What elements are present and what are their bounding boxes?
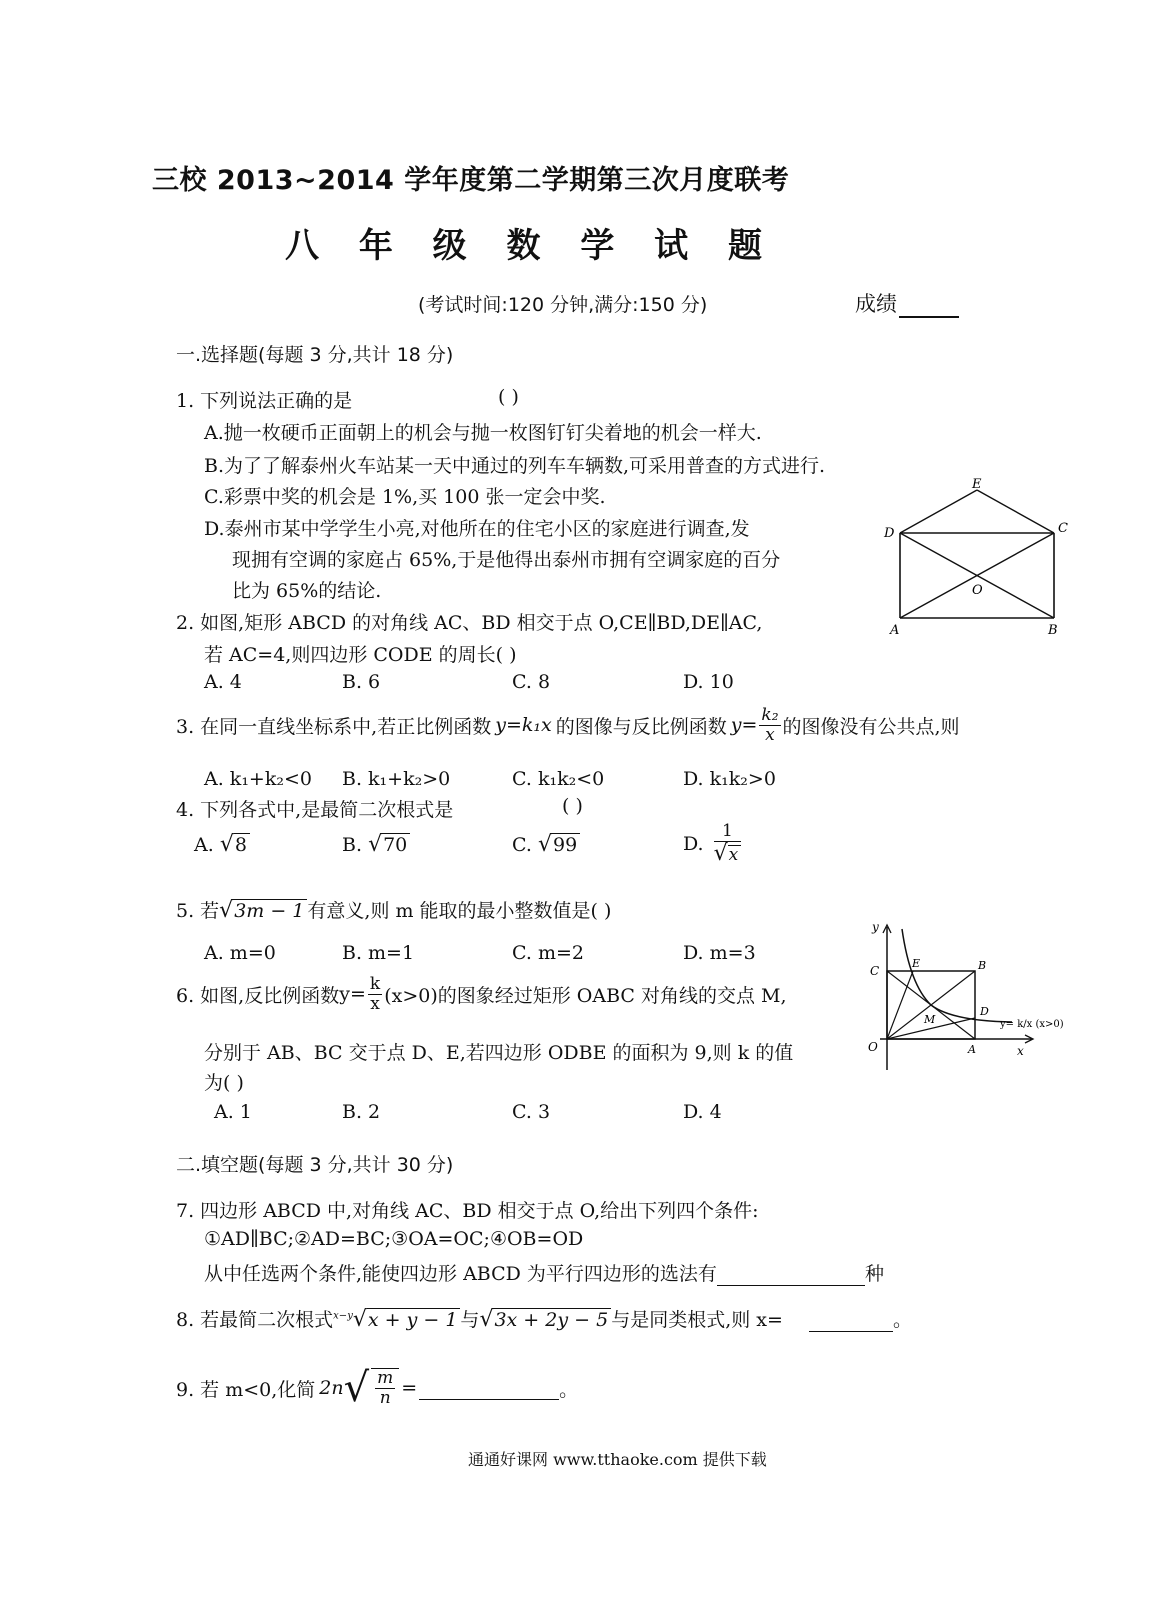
score-blank <box>899 292 959 318</box>
q6-option-b: B. 2 <box>342 1101 381 1123</box>
fig2-label-o: O <box>868 1040 878 1054</box>
q9-end: 。 <box>559 1378 579 1401</box>
q8-mid: 与 <box>460 1309 480 1331</box>
q6-option-c: C. 3 <box>512 1101 551 1123</box>
fig2-label-e: E <box>912 957 921 970</box>
q1-option-c: C.彩票中奖的机会是 1%,买 100 张一定会中奖. <box>204 486 606 508</box>
q7-line3-end: 种 <box>864 1263 884 1285</box>
fig2-label-m: M <box>924 1013 936 1026</box>
q4-option-b: B. √70 <box>342 832 410 857</box>
q6-fraction-denominator: x <box>370 993 380 1014</box>
q6-function-fraction <box>368 975 382 1013</box>
fig2-curve-label: y= k/x (x>0) <box>1000 1019 1064 1030</box>
fig1-label-e: E <box>972 477 982 492</box>
q6-post: (x>0)的图象经过矩形 OABC 对角线的交点 M, <box>384 984 787 1007</box>
q1-bracket: ( ) <box>498 386 519 408</box>
q1-option-d-line2: 现拥有空调的家庭占 65%,于是他得出泰州市拥有空调家庭的百分 <box>232 549 781 571</box>
q1-option-b: B.为了了解泰州火车站某一天中通过的列车车辆数,可采用普查的方式进行. <box>204 455 826 477</box>
q3-mid: 的图像与反比例函数 <box>555 715 727 738</box>
q4-option-b-radicand: 70 <box>382 833 410 856</box>
q7-line2: ①AD∥BC;②AD=BC;③OA=OC;④OB=OD <box>204 1228 584 1250</box>
fig2-label-y: y <box>872 920 879 934</box>
fig2-label-a: A <box>968 1043 976 1056</box>
section-2-heading: 二.填空题(每题 3 分,共计 30 分) <box>176 1154 454 1176</box>
q4-bracket: ( ) <box>562 795 583 817</box>
q2-option-d: D. 10 <box>683 671 734 693</box>
q9-numerator: m <box>377 1368 394 1389</box>
q7-line3-text: 从中任选两个条件,能使四边形 ABCD 为平行四边形的选法有 <box>204 1263 717 1285</box>
q6-option-a: A. 1 <box>214 1101 252 1123</box>
q4-option-d <box>683 822 743 866</box>
q7-line1: 7. 四边形 ABCD 中,对角线 AC、BD 相交于点 O,给出下列四个条件: <box>176 1200 759 1222</box>
figure-rectangle-abcd <box>880 472 1080 642</box>
score-field <box>855 288 959 318</box>
q6-pre: 6. 如图,反比例函数 <box>176 984 340 1007</box>
q3-inverse-lhs: y= <box>730 714 758 737</box>
q7-answer-blank <box>717 1263 865 1286</box>
q8-post: 与是同类根式,则 x= <box>611 1309 783 1331</box>
q2-line2: 若 AC=4,则四边形 CODE 的周长( ) <box>204 644 517 666</box>
q4-option-a-radicand: 8 <box>234 833 250 856</box>
fig1-label-o: O <box>972 583 983 598</box>
q3-fraction-denominator: x <box>765 724 775 745</box>
q9-coefficient: 2n <box>319 1377 344 1399</box>
q1-option-d-line1: D.泰州市某中学学生小亮,对他所在的住宅小区的家庭进行调查,发 <box>204 518 750 540</box>
q3-option-a: A. k₁+k₂<0 <box>204 768 312 790</box>
q4-option-a: A. √8 <box>194 832 250 857</box>
q5-post: 有意义,则 m 能取的最小整数值是( ) <box>307 900 612 922</box>
q4-option-a-label: A. <box>194 834 214 856</box>
fig1-label-b: B <box>1048 623 1058 638</box>
q8-stem: 8. 若最简二次根式$^{x-y}$√x + y − 1 与√3x + 2y − 5 与是同类根式,则 x= 。 <box>176 1307 912 1332</box>
q5-option-a: A. m=0 <box>204 942 276 964</box>
q8-pre: 8. 若最简二次根式 <box>176 1309 334 1331</box>
q3-stem <box>176 706 960 744</box>
fig1-label-a: A <box>890 623 900 638</box>
q3-option-c: C. k₁k₂<0 <box>512 768 605 790</box>
q4-option-c-radicand: 99 <box>552 833 580 856</box>
q9-stem: 9. 若 m<0,化简 2n √ $\frac{m}{n}$ = 。 <box>176 1365 579 1411</box>
q4-option-d-radicand: x <box>728 845 742 865</box>
score-label: 成绩 <box>855 292 897 316</box>
q4-option-d-fraction: $\frac{1}{√x}$ <box>714 822 742 866</box>
q8-root-index: x−y <box>333 1310 353 1322</box>
q2-option-c: C. 8 <box>512 671 551 693</box>
q3-fraction-numerator: k₂ <box>761 705 779 725</box>
exam-info: (考试时间:120 分钟,满分:150 分) <box>418 294 708 316</box>
q2-line1: 2. 如图,矩形 ABCD 的对角线 AC、BD 相交于点 O,CE∥BD,DE∥AC, <box>176 612 763 634</box>
section-1-heading: 一.选择题(每题 3 分,共计 18 分) <box>176 344 454 366</box>
q9-equals: = <box>401 1377 418 1399</box>
q9-answer-blank <box>419 1377 559 1400</box>
q3-post: 的图像没有公共点,则 <box>782 715 960 738</box>
q2-option-a: A. 4 <box>204 671 242 693</box>
fig2-label-b: B <box>978 959 987 972</box>
exam-title: 三校 2013~2014 学年度第二学期第三次月度联考 <box>152 165 790 196</box>
q6-option-d: D. 4 <box>683 1101 722 1123</box>
fig1-label-c: C <box>1058 521 1068 536</box>
q6-line1 <box>176 975 787 1013</box>
q5-stem: 5. 若√3m − 1 有意义,则 m 能取的最小整数值是( ) <box>176 898 612 923</box>
q6-function-lhs: y= <box>339 983 366 1006</box>
q5-pre: 5. 若 <box>176 900 220 922</box>
q1-stem: 1. 下列说法正确的是 <box>176 390 353 412</box>
q5-option-d: D. m=3 <box>683 942 756 964</box>
q5-radicand: 3m − 1 <box>233 899 307 922</box>
q6-line2: 分别于 AB、BC 交于点 D、E,若四边形 ODBE 的面积为 9,则 k 的值 <box>204 1042 794 1064</box>
figure-hyperbola-rectangle <box>862 915 1082 1075</box>
fig1-label-d: D <box>884 526 895 541</box>
q6-fraction-numerator: k <box>369 974 381 994</box>
q3-option-d: D. k₁k₂>0 <box>683 768 776 790</box>
q4-stem: 4. 下列各式中,是最简二次根式是 <box>176 799 454 821</box>
exam-subtitle: 八 年 级 数 学 试 题 <box>285 226 777 266</box>
q3-direct-function: y=k₁x <box>495 714 552 737</box>
q2-option-b: B. 6 <box>342 671 381 693</box>
q1-option-d-line3: 比为 65%的结论. <box>232 580 382 602</box>
q7-line3 <box>204 1259 884 1286</box>
fig2-label-d: D <box>980 1005 989 1018</box>
q3-option-b: B. k₁+k₂>0 <box>342 768 451 790</box>
q8-answer-blank <box>809 1309 893 1332</box>
q4-option-c-label: C. <box>512 834 532 856</box>
q8-radicand-2: 3x + 2y − 5 <box>493 1308 611 1331</box>
q8-radicand-1: x + y − 1 <box>367 1308 461 1331</box>
q5-option-b: B. m=1 <box>342 942 415 964</box>
q9-fraction <box>371 1368 399 1407</box>
q3-pre: 3. 在同一直线坐标系中,若正比例函数 <box>176 715 492 738</box>
q4-option-b-label: B. <box>342 834 363 856</box>
q4-option-d-numerator: 1 <box>714 822 741 842</box>
footer-source: 通通好课网 www.tthaoke.com 提供下载 <box>468 1450 767 1469</box>
q9-denominator: n <box>379 1388 391 1408</box>
q5-option-c: C. m=2 <box>512 942 584 964</box>
q1-option-a: A.抛一枚硬币正面朝上的机会与抛一枚图钉钉尖着地的机会一样大. <box>204 422 762 444</box>
fig2-label-c: C <box>870 964 880 978</box>
fig2-label-x: x <box>1017 1044 1024 1058</box>
q4-option-c: C. √99 <box>512 832 580 857</box>
q4-option-d-label: D. <box>683 832 704 855</box>
q9-pre: 9. 若 m<0,化简 <box>176 1378 316 1401</box>
q3-inverse-fraction <box>759 706 780 744</box>
q8-end: 。 <box>892 1309 912 1331</box>
q6-line3: 为( ) <box>204 1072 244 1094</box>
